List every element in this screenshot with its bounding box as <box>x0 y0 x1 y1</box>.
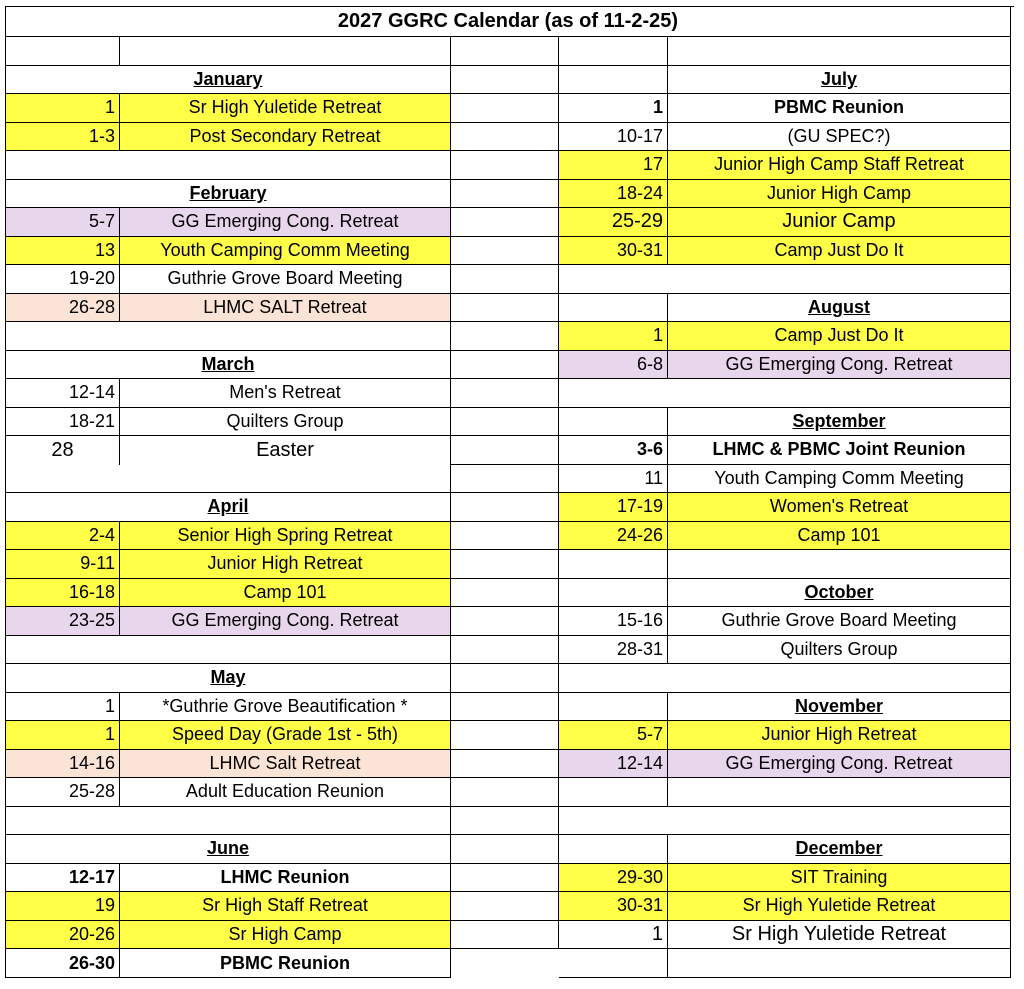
blank-cell <box>668 37 1011 66</box>
event-date: 1 <box>6 693 120 722</box>
event-name: Sr High Yuletide Retreat <box>668 892 1011 921</box>
gap-cell <box>451 322 559 351</box>
blank-cell <box>668 778 1011 807</box>
blank-cell <box>559 550 668 579</box>
event-date: 2-4 <box>6 522 120 551</box>
blank-row <box>6 322 451 351</box>
event-date: 23-25 <box>6 607 120 636</box>
blank-cell <box>559 408 668 437</box>
event-date: 24-26 <box>559 522 668 551</box>
blank-cell <box>6 37 120 66</box>
event-date: 1 <box>559 322 668 351</box>
event-date: 5-7 <box>6 208 120 237</box>
month-header: April <box>6 493 451 522</box>
event-name: Sr High Staff Retreat <box>120 892 451 921</box>
event-name: Camp 101 <box>668 522 1011 551</box>
event-name: LHMC Salt Retreat <box>120 750 451 779</box>
month-header: September <box>668 408 1011 437</box>
gap-cell <box>451 265 559 294</box>
month-header: July <box>668 66 1011 95</box>
gap-cell <box>451 693 559 722</box>
event-name: LHMC & PBMC Joint Reunion <box>668 436 1011 465</box>
blank-cell <box>559 579 668 608</box>
gap-cell <box>451 37 559 66</box>
blank-cell <box>668 550 1011 579</box>
blank-cell <box>559 693 668 722</box>
month-header: August <box>668 294 1011 323</box>
event-name: Speed Day (Grade 1st - 5th) <box>120 721 451 750</box>
event-name: Men's Retreat <box>120 379 451 408</box>
gap-cell <box>451 151 559 180</box>
event-date: 20-26 <box>6 921 120 950</box>
gap-cell <box>451 778 559 807</box>
blank-cell <box>559 66 668 95</box>
event-date: 1 <box>559 94 668 123</box>
event-name: Easter <box>120 436 451 465</box>
gap-cell <box>451 921 559 950</box>
event-date: 15-16 <box>559 607 668 636</box>
month-header: November <box>668 693 1011 722</box>
event-name: Adult Education Reunion <box>120 778 451 807</box>
month-header: January <box>6 66 451 95</box>
event-date: 30-31 <box>559 237 668 266</box>
month-header: February <box>6 180 451 209</box>
event-name: (GU SPEC?) <box>668 123 1011 152</box>
event-date: 1 <box>559 921 668 950</box>
event-name: GG Emerging Cong. Retreat <box>668 750 1011 779</box>
event-date: 28 <box>6 436 120 465</box>
gap-cell <box>451 807 559 836</box>
event-date: 26-28 <box>6 294 120 323</box>
blank-row <box>6 807 451 836</box>
event-name: Sr High Yuletide Retreat <box>668 921 1011 950</box>
blank-row <box>559 807 1011 836</box>
event-name: PBMC Reunion <box>120 949 451 978</box>
gap-cell <box>451 835 559 864</box>
event-name: Sr High Camp <box>120 921 451 950</box>
event-name: SIT Training <box>668 864 1011 893</box>
event-name: Quilters Group <box>120 408 451 437</box>
gap-cell <box>451 379 559 408</box>
event-name: Camp 101 <box>120 579 451 608</box>
gap-cell <box>451 550 559 579</box>
gap-cell <box>451 636 559 665</box>
blank-cell <box>668 949 1011 978</box>
event-date: 5-7 <box>559 721 668 750</box>
event-date: 25-29 <box>559 208 668 237</box>
event-name: Junior High Retreat <box>120 550 451 579</box>
gap-cell <box>451 237 559 266</box>
month-header: May <box>6 664 451 693</box>
event-date: 12-14 <box>6 379 120 408</box>
event-date: 6-8 <box>559 351 668 380</box>
event-name: Youth Camping Comm Meeting <box>120 237 451 266</box>
event-date: 3-6 <box>559 436 668 465</box>
gap-cell <box>451 750 559 779</box>
blank-cell <box>559 835 668 864</box>
event-name: Junior Camp <box>668 208 1011 237</box>
event-name: GG Emerging Cong. Retreat <box>120 607 451 636</box>
blank-cell <box>559 949 668 978</box>
event-date: 12-17 <box>6 864 120 893</box>
event-name: GG Emerging Cong. Retreat <box>120 208 451 237</box>
event-name: Camp Just Do It <box>668 237 1011 266</box>
event-name: Guthrie Grove Board Meeting <box>120 265 451 294</box>
blank-row <box>559 379 1011 408</box>
event-date: 26-30 <box>6 949 120 978</box>
event-date: 17-19 <box>559 493 668 522</box>
gap-cell <box>451 664 559 693</box>
gap-cell <box>451 864 559 893</box>
event-date: 1-3 <box>6 123 120 152</box>
event-name: GG Emerging Cong. Retreat <box>668 351 1011 380</box>
event-date: 30-31 <box>559 892 668 921</box>
blank-row <box>6 151 451 180</box>
event-name: Camp Just Do It <box>668 322 1011 351</box>
event-name: Post Secondary Retreat <box>120 123 451 152</box>
event-date: 19 <box>6 892 120 921</box>
event-name: LHMC SALT Retreat <box>120 294 451 323</box>
event-name: *Guthrie Grove Beautification * <box>120 693 451 722</box>
event-date: 12-14 <box>559 750 668 779</box>
event-date: 25-28 <box>6 778 120 807</box>
event-name: LHMC Reunion <box>120 864 451 893</box>
month-header: March <box>6 351 451 380</box>
gap-cell <box>451 465 559 494</box>
event-date: 28-31 <box>559 636 668 665</box>
event-date: 9-11 <box>6 550 120 579</box>
event-date: 18-24 <box>559 180 668 209</box>
event-date: 11 <box>559 465 668 494</box>
event-date: 1 <box>6 94 120 123</box>
event-date: 18-21 <box>6 408 120 437</box>
gap-cell <box>451 721 559 750</box>
gap-cell <box>451 294 559 323</box>
gap-cell <box>451 351 559 380</box>
event-name: Sr High Yuletide Retreat <box>120 94 451 123</box>
gap-cell <box>451 436 559 465</box>
gap-cell <box>451 579 559 608</box>
month-header: December <box>668 835 1011 864</box>
gap-cell <box>451 522 559 551</box>
blank-row <box>559 664 1011 693</box>
gap-cell <box>451 493 559 522</box>
blank-row <box>6 465 451 494</box>
gap-cell <box>451 123 559 152</box>
month-header: June <box>6 835 451 864</box>
event-date: 19-20 <box>6 265 120 294</box>
event-date: 29-30 <box>559 864 668 893</box>
blank-cell <box>559 778 668 807</box>
blank-cell <box>559 37 668 66</box>
event-name: Guthrie Grove Board Meeting <box>668 607 1011 636</box>
calendar-title: 2027 GGRC Calendar (as of 11-2-25) <box>6 7 1011 37</box>
event-date: 16-18 <box>6 579 120 608</box>
event-name: Quilters Group <box>668 636 1011 665</box>
gap-cell <box>451 892 559 921</box>
gap-cell <box>451 180 559 209</box>
month-header: October <box>668 579 1011 608</box>
blank-cell <box>120 37 451 66</box>
event-date: 17 <box>559 151 668 180</box>
blank-cell <box>559 294 668 323</box>
event-name: Women's Retreat <box>668 493 1011 522</box>
event-name: Senior High Spring Retreat <box>120 522 451 551</box>
blank-row <box>559 265 1011 294</box>
event-name: Youth Camping Comm Meeting <box>668 465 1011 494</box>
blank-row <box>6 636 451 665</box>
event-date: 14-16 <box>6 750 120 779</box>
event-date: 13 <box>6 237 120 266</box>
event-name: Junior High Camp <box>668 180 1011 209</box>
gap-cell <box>451 607 559 636</box>
event-date: 1 <box>6 721 120 750</box>
gap-cell <box>451 408 559 437</box>
event-name: Junior High Camp Staff Retreat <box>668 151 1011 180</box>
gap-cell <box>451 94 559 123</box>
calendar-sheet <box>5 6 1014 978</box>
gap-cell <box>451 208 559 237</box>
gap-cell <box>451 66 559 95</box>
event-name: PBMC Reunion <box>668 94 1011 123</box>
event-date: 10-17 <box>559 123 668 152</box>
event-name: Junior High Retreat <box>668 721 1011 750</box>
